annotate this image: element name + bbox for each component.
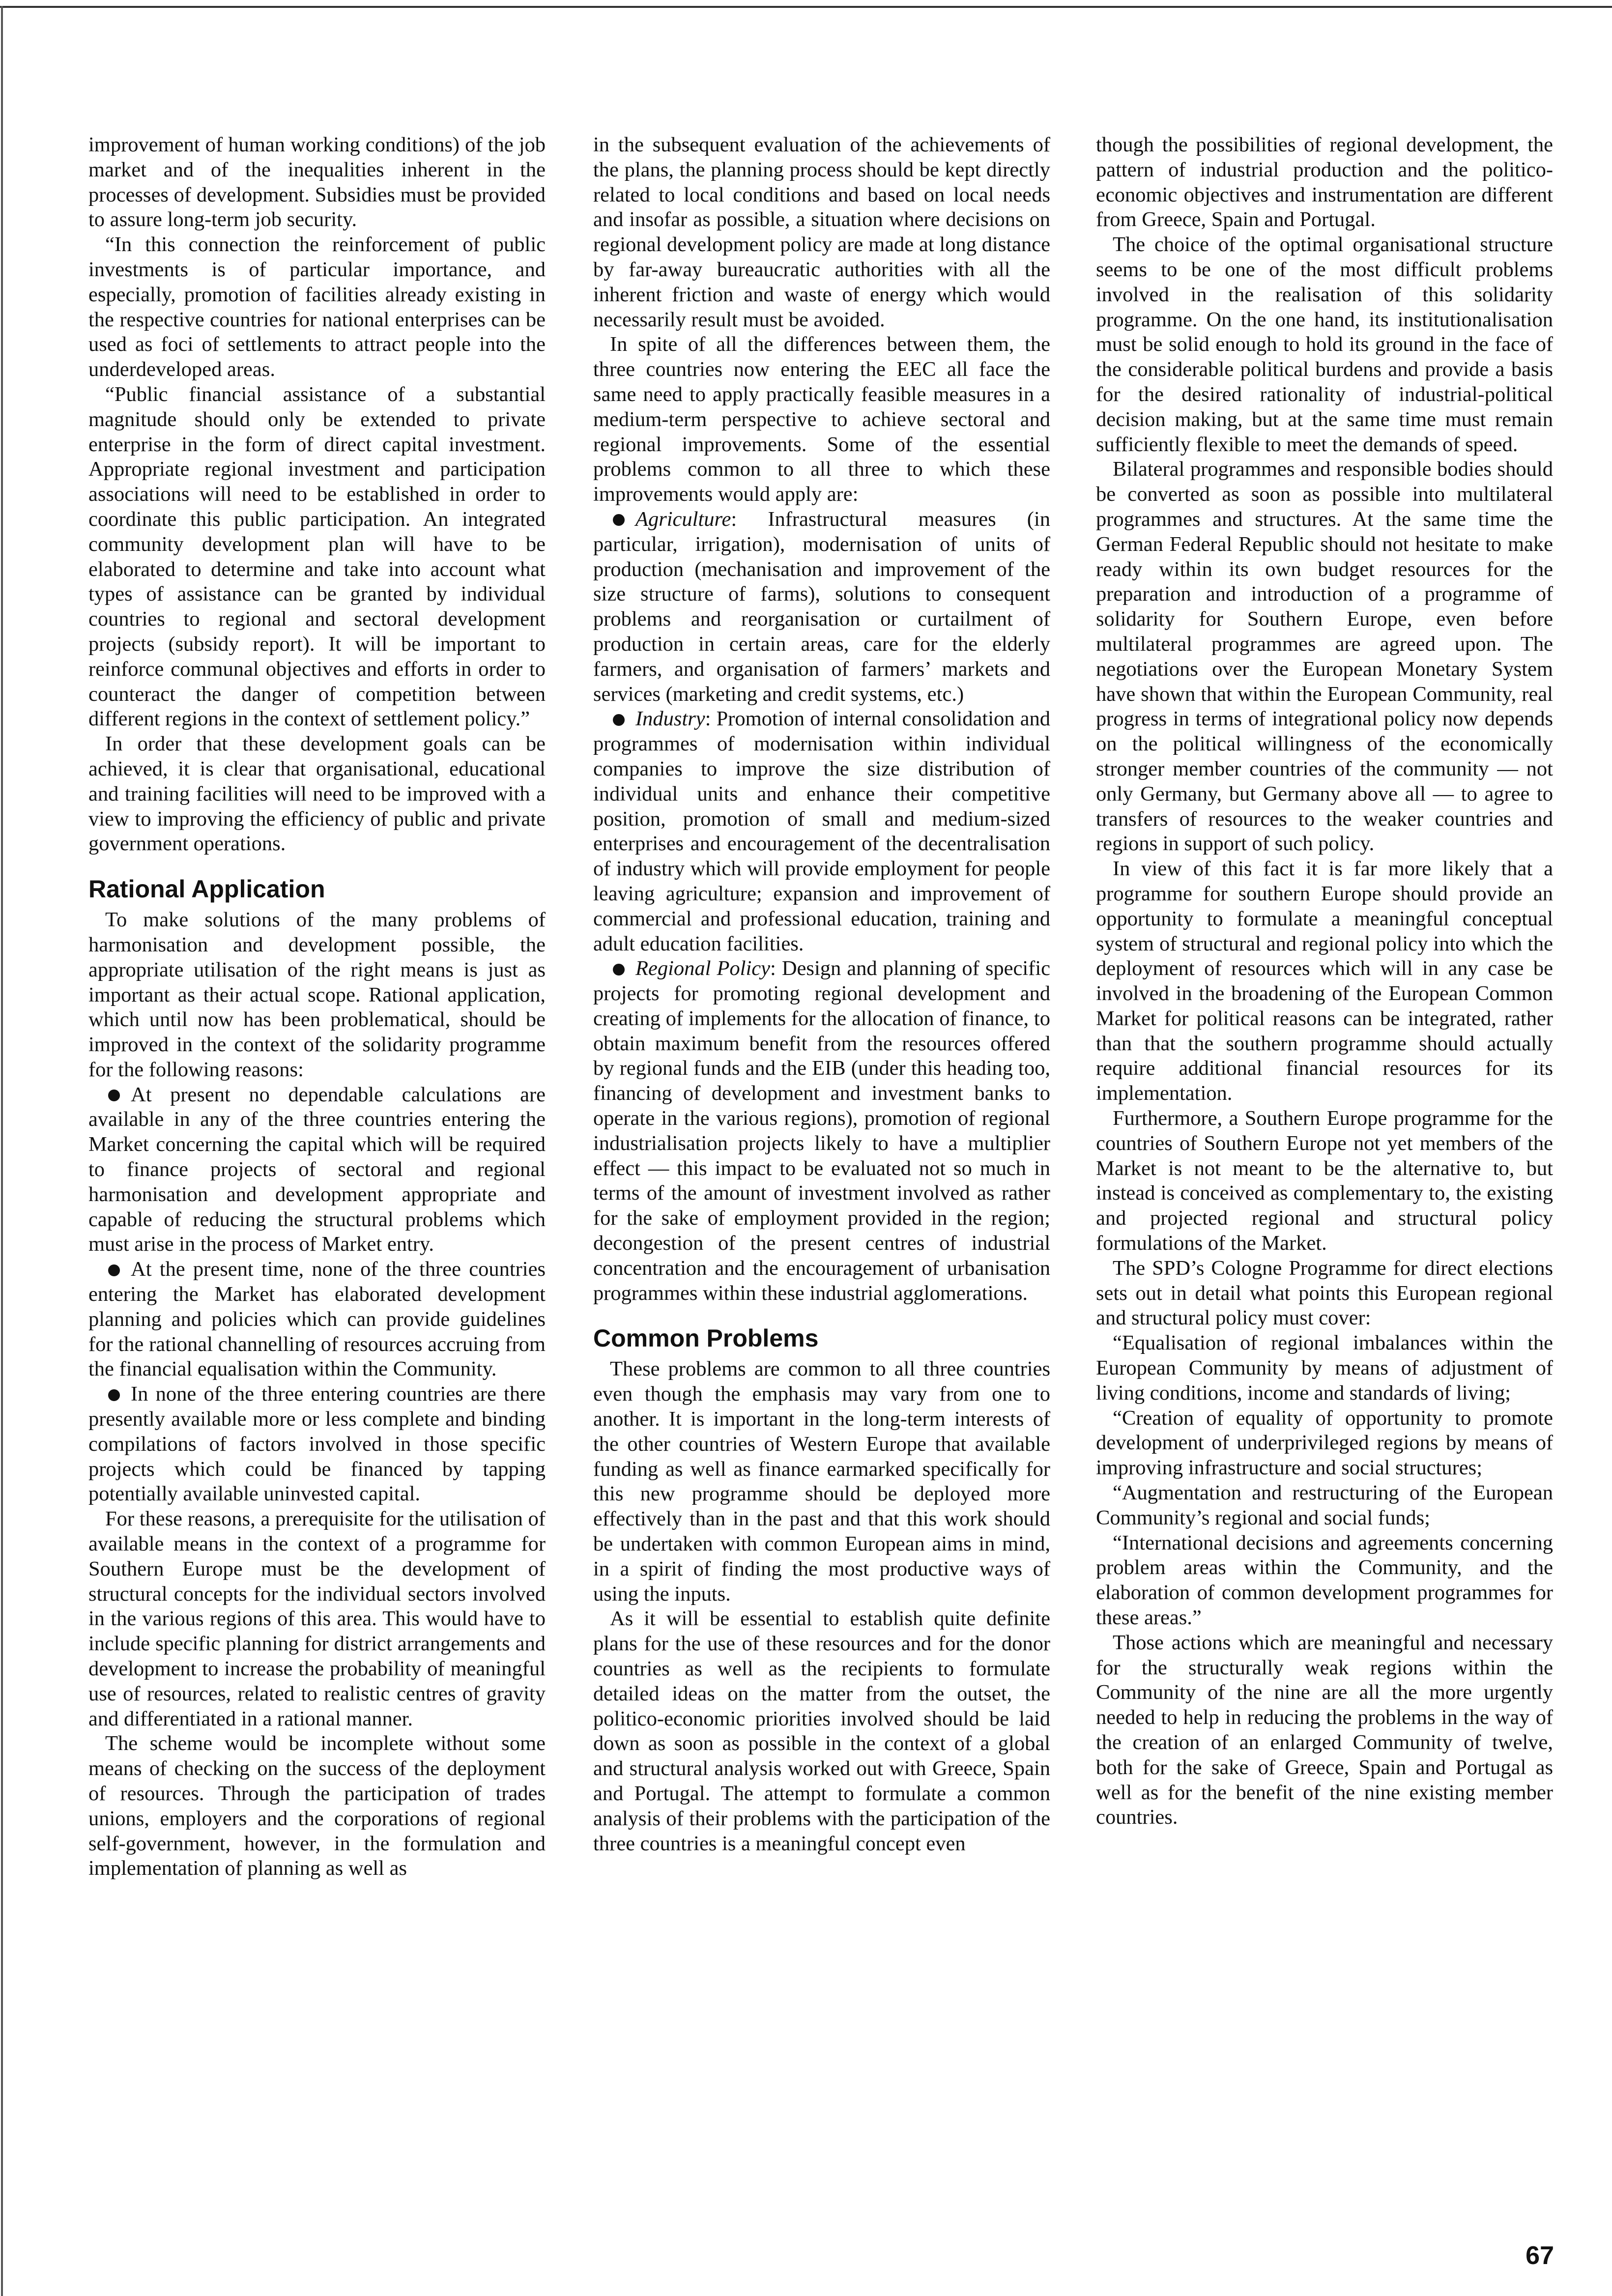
paragraph: For these reasons, a prerequisite for the utilisation of available means in the context of a programme for Southern Europe must be the development of structural concepts for the individual sectors involved in the various regions of this area. This would have to include specific planning for district arrangements and development to increase the probability of meaningful use of resources, related to realistic centres of gravity and differentiated in a rational manner. bbox=[88, 1507, 546, 1730]
paragraph: The choice of the optimal organisational structure seems to be one of the most difficult problems involved in the realisation of this solidarity programme. On the one hand, its institutionalisation must be solid enough to hold its ground in the face of the considerable political burdens and provide a basis for the desired rationality of industrial-political decision making, but at the same time must remain sufficiently flexible to meet the demands of speed. bbox=[1096, 233, 1553, 456]
bullet-item bbox=[593, 707, 1050, 956]
bullet-text: : Promotion of internal consolidation and programmes of modernisation within individual companies to improve the size distribution of individual units and enhance their competitive position, promotion of small and medium-sized enterprises and encouragement of the decentralisation of industry which will provide employment for people leaving agriculture; expansion and improvement of commercial and professional education, training and adult education facilities. bbox=[593, 707, 1050, 955]
bullet-keyword: Industry bbox=[635, 707, 705, 731]
paragraph: Furthermore, a Southern Europe programme for the countries of Southern Europe not yet members of the Market is not meant to be the alternative to, but instead is conceived as complementary to, the existing and projected regional and structural policy formulations of the Market. bbox=[1096, 1107, 1553, 1255]
paragraph: “In this connection the reinforcement of public investments is of particular importance, and especially, promotion of facilities already existing in the respective countries for national enterprises can be used as foci of settlements to attract people into the underdeveloped areas. bbox=[88, 233, 546, 381]
paragraph: in the subsequent evaluation of the achievements of the plans, the planning process should be kept directly related to local conditions and based on local needs and insofar as possible, a situation where decisions on regional development policy are made at long distance by far-away bureaucratic authorities with all the inherent friction and waste of energy which would necessarily result must be avoided. bbox=[593, 133, 1050, 331]
paragraph: The scheme would be incomplete without some means of checking on the success of the deployment of resources. Through the participation of trades unions, employers and the corporations of regional self-government, however, in the formulation and implementation of planning as well as bbox=[88, 1732, 546, 1880]
section-heading: Rational Application bbox=[88, 875, 325, 903]
text-column-1 bbox=[88, 133, 546, 1881]
left-border-rule bbox=[1, 6, 3, 2296]
bullet-item bbox=[593, 507, 1050, 707]
paragraph: To make solutions of the many problems of harmonisation and development possible, the appropriate utilisation of the right means is just as important as their actual scope. Rational application, which until now has been problematical, should be improved in the context of the solidarity programme for the following reasons: bbox=[88, 908, 546, 1081]
bullet-dot-icon bbox=[108, 1264, 120, 1276]
paragraph: As it will be essential to establish quite definite plans for the use of these resources and for the donor countries as well as the recipients to formulate detailed ideas on the matter from the outset, the politico-economic priorities involved should be laid down as soon as possible in the context of a global and structural analysis worked out with Greece, Spain and Portugal. The attempt to formulate a common analysis of their problems with the participation of the three countries is a meaningful concept even bbox=[593, 1607, 1050, 1855]
bullet-text: : Design and planning of specific projects for promoting regional development and creating of implements for the allocation of finance, to obtain maximum benefit from the resources offered by regional funds and the EIB (under this heading too, financing of development and investment banks to operate in the various regions), promotion of regional industrialisation projects likely to have a multiplier effect — this impact to be evaluated not so much in terms of the amount of investment involved as rather for the sake of employment provided in the region; decongestion of the present centres of industrial concentration and the encouragement of urbanisation programmes within these industrial agglomerations. bbox=[593, 957, 1051, 1305]
top-border-rule bbox=[0, 6, 1612, 8]
bullet-dot-icon bbox=[613, 514, 625, 526]
paragraph: “International decisions and agreements concerning problem areas within the Community, and the elaboration of common development programmes for these areas.” bbox=[1096, 1531, 1553, 1630]
bullet-item bbox=[593, 956, 1050, 1306]
bullet-dot-icon bbox=[108, 1389, 120, 1401]
paragraph: In spite of all the differences between them, the three countries now entering the EEC all face the same need to apply practically feasible measures in a medium-term perspective to achieve sectoral and regional improvements. Some of the essential problems common to all three to which these improvements would apply are: bbox=[593, 333, 1050, 506]
paragraph: improvement of human working conditions) of the job market and of the inequalities inherent in the processes of development. Subsidies must be provided to assure long-term job security. bbox=[88, 133, 546, 231]
bullet-dot-icon bbox=[613, 964, 625, 976]
paragraph: These problems are common to all three countries even though the emphasis may vary from one to another. It is important in the long-term interests of the other countries of Western Europe that available funding as well as finance earmarked specifically for this new programme should be deployed more effectively than in the past and that this work should be undertaken with common European aims in mind, in a spirit of finding the most productive ways of using the inputs. bbox=[593, 1357, 1050, 1606]
paragraph: “Creation of equality of opportunity to promote development of underprivileged regions by means of improving infrastructure and social structures; bbox=[1096, 1406, 1553, 1480]
bullet-text: : Infrastructural measures (in particular, irrigation), modernisation of units of production (mechanisation and improvement of the size structure of farms), solutions to consequent problems and reorganisation or curtailment of production in certain areas, care for the elderly farmers, and organisation of farmers’ markets and services (marketing and credit systems, etc.) bbox=[593, 507, 1050, 706]
bullet-item bbox=[88, 1382, 546, 1507]
bullet-item bbox=[88, 1257, 546, 1382]
bullet-text: In none of the three entering countries are there presently available more or less complete and binding compilations of factors involved in those specific projects which could be financed by tapping potentially available uninvested capital. bbox=[88, 1382, 546, 1506]
section-heading: Common Problems bbox=[593, 1324, 819, 1352]
paragraph: The SPD’s Cologne Programme for direct elections sets out in detail what points this European regional and structural policy must cover: bbox=[1096, 1256, 1553, 1330]
bullet-dot-icon bbox=[613, 714, 625, 726]
bullet-keyword: Agriculture bbox=[635, 507, 731, 531]
paragraph: In view of this fact it is far more likely that a programme for southern Europe should provide an opportunity to formulate a meaningful conceptual system of structural and regional policy into which the deployment of resources which will in any case be involved in the broadening of the European Common Market for political reasons can be integrated, rather than that the southern programme should actually require additional financial resources for its implementation. bbox=[1096, 857, 1553, 1105]
bullet-text: At present no dependable calculations are available in any of the three countries entering the Market concerning the capital which will be required to finance projects of sectoral and regional harmonisation and development appropriate and capable of reducing the structural problems which must arise in the process of Market entry. bbox=[88, 1083, 546, 1256]
paragraph: though the possibilities of regional development, the pattern of industrial production and the politico-economic objectives and instrumentation are different from Greece, Spain and Portugal. bbox=[1096, 133, 1553, 231]
bullet-keyword: Regional Policy bbox=[635, 957, 771, 980]
paragraph: In order that these development goals can be achieved, it is clear that organisational, educational and training facilities will need to be improved with a view to improving the efficiency of public and private government operations. bbox=[88, 732, 546, 856]
bullet-item bbox=[88, 1083, 546, 1258]
paragraph: Those actions which are meaningful and necessary for the structurally weak regions within the Community of the nine are all the more urgently needed to help in reducing the problems in the way of the creation of an enlarged Community of twelve, both for the sake of Greece, Spain and Portugal as well as for the benefit of the nine existing member countries. bbox=[1096, 1631, 1553, 1829]
paragraph: “Augmentation and restructuring of the European Community’s regional and social funds; bbox=[1096, 1481, 1553, 1529]
text-column-3 bbox=[1096, 133, 1553, 1830]
bullet-text: At the present time, none of the three countries entering the Market has elaborated development planning and policies which can provide guidelines for the rational channelling of resources accruing from the financial equalisation within the Community. bbox=[88, 1258, 546, 1381]
paragraph: Bilateral programmes and responsible bodies should be converted as soon as possible into multilateral programmes and structures. At the same time the German Federal Republic should not hesitate to make ready within its own budget resources for the preparation and introduction of a programme of solidarity for Southern Europe, even before multilateral programmes are agreed upon. The negotiations over the European Monetary System have shown that within the European Community, real progress in terms of integrational policy now depends on the political willingness of the economically stronger member countries of the community — not only Germany, but Germany above all — to agree to transfers of resources to the weaker countries and regions in support of such policy. bbox=[1096, 458, 1553, 856]
page-number: 67 bbox=[1526, 2241, 1554, 2270]
text-column-2 bbox=[593, 133, 1050, 1856]
paragraph: “Equalisation of regional imbalances within the European Community by means of adjustment of living conditions, income and standards of living; bbox=[1096, 1331, 1553, 1405]
paragraph: “Public financial assistance of a substantial magnitude should only be extended to private enterprise in the form of direct capital investment. Appropriate regional investment and participation associations will need to be established in order to coordinate this public participation. An integrated community development plan will have to be elaborated to determine and take into account what types of assistance can be granted by individual countries to regional and sectoral development projects (subsidy report). It will be important to reinforce communal objectives and efforts in order to counteract the danger of competition between different regions in the context of settlement policy.” bbox=[88, 382, 546, 731]
bullet-dot-icon bbox=[108, 1090, 120, 1101]
